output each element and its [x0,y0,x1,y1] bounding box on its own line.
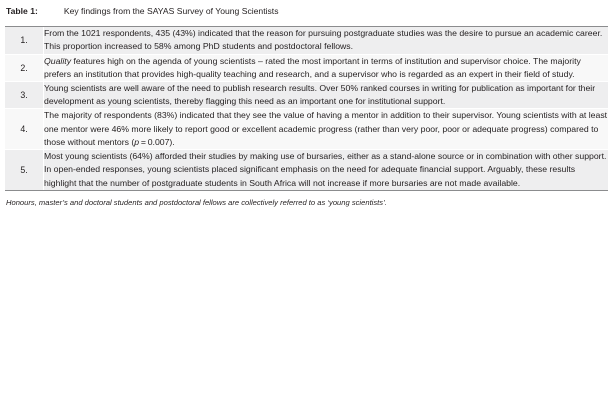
table-row [5,82,608,109]
table-caption [0,0,613,17]
emphasis-text: p [134,136,140,147]
row-number: 1. [5,27,44,54]
table-caption-label: Table 1: [6,6,38,16]
plain-text: Most young scientists (64%) afforded their studies by making use of bursaries, either as a stand-alone source or in combination with other support. In open-ended responses, young scientists placed significant emphasis on the need for adequate financial support. Arguably, these results highlight that the number of postgraduate students in South Africa will not increase if more bursaries are not made available. [44,151,607,188]
findings-table-wrapper [5,26,608,191]
findings-table-body [5,27,608,190]
table-row [5,150,608,190]
plain-text: Young scientists are well aware of the need to publish research results. Over 50% ranked courses in writing for publication as important for their development as young scientists, thereby flagging this need as an important one for institutional support. [44,83,596,107]
row-finding-text [44,27,609,54]
table-row [5,109,608,150]
plain-text: = 0.007). [139,136,175,147]
row-finding-text [44,82,609,109]
row-number: 2. [5,54,44,81]
plain-text: features high on the agenda of young scientists – rated the most important in terms of institution and supervisor choice. The majority prefers an institution that provides high-quality teaching and research, and a supervisor who is regarded as an expert in their field of study. [44,55,581,79]
plain-text: From the 1021 respondents, 435 (43%) indicated that the reason for pursuing postgraduate studies was the desire to pursue an academic career. This proportion increased to 58% among PhD students and postdoctoral fellows. [44,28,603,52]
plain-text: The majority of respondents (83%) indicated that they see the value of having a mentor in addition to their supervisor. Young scientists with at least one mentor were 46% more likely to report good or excellent academic progress (rather than very poor, poor or adequate progress) compared to those without mentors ( [44,110,608,147]
table-row [5,27,608,54]
table-row [5,54,608,81]
emphasis-text: Quality [44,55,72,66]
row-finding-text [44,150,609,190]
row-number: 4. [5,109,44,150]
row-finding-text [44,109,609,150]
table-caption-text: Key findings from the SAYAS Survey of Young Scientists [63,6,279,16]
table-footnote: Honours, master’s and doctoral students and postdoctoral fellows are collectively referred to as ‘young scientists’. [6,197,387,207]
row-number: 3. [5,82,44,109]
row-number: 5. [5,150,44,190]
findings-table [5,27,608,190]
row-finding-text [44,54,609,81]
